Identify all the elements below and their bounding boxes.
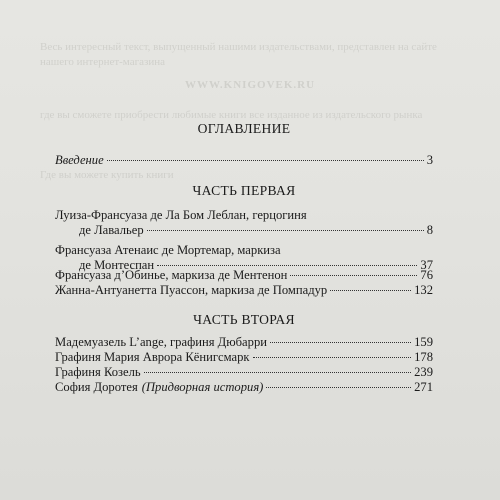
toc-page-number: 3 [426,153,433,167]
toc-entry[interactable] [55,335,433,350]
toc-entry-label-cont: де Монтеспан [79,258,155,272]
toc-page-number: 271 [414,380,433,394]
leader-dots [147,230,424,231]
toc-entry-label: София Доротея [55,380,138,394]
bleed-through-text: Весь интересный текст, выпущенный нашими издательствами, представлен на сайте нашего интернет-магазина [40,41,437,68]
toc-entry[interactable] [55,283,433,298]
leader-dots [107,160,424,161]
bleed-through-url: WWW.KNIGOVEK.RU [184,79,316,91]
toc-page-number: 132 [414,283,433,297]
toc-entry-label: Жанна-Антуанетта Пуассон, маркиза де Помпадур [55,283,328,297]
toc-entry-label: Луиза-Франсуаза де Ла Бом Леблан, герцогиня [55,208,307,222]
toc-entry-intro[interactable] [55,153,433,168]
toc-entry-subtitle: (Придворная история) [141,380,264,394]
toc-entry[interactable] [55,268,433,283]
part-one-heading: ЧАСТЬ ПЕРВАЯ [192,183,296,198]
toc-page-number: 239 [414,365,433,379]
leader-dots [266,387,411,388]
toc-entry[interactable] [55,350,433,365]
leader-dots [157,265,417,266]
leader-dots [330,290,411,291]
toc-entry-label-cont: де Лавальер [79,223,144,237]
toc-entry-label: Мадемуазель L’ange, графиня Дюбарри [55,335,267,349]
bleed-through-text: где вы сможете приобрести любимые книги все изданное из издательского рынка [40,109,423,121]
leader-dots [253,357,412,358]
toc-entry[interactable] [55,380,433,395]
toc-page-number: 178 [414,350,433,364]
leader-dots [270,342,411,343]
part-two-heading: ЧАСТЬ ВТОРАЯ [193,312,295,327]
leader-dots [144,372,411,373]
toc-entry[interactable] [55,208,433,238]
toc-entry-label: Франсуаза д’Обинье, маркиза де Ментенон [55,268,288,282]
toc-page-number: 37 [420,258,433,272]
toc-entry-label: Графиня Мария Аврора Кёнигсмарк [55,350,250,364]
toc-entry[interactable] [55,365,433,380]
leader-dots [290,275,417,276]
toc-page-number: 76 [420,268,433,282]
toc-page-number: 159 [414,335,433,349]
toc-entry-label: Франсуаза Атенаис де Мортемар, маркиза [55,243,281,257]
bleed-through-text: Где вы можете купить книги [40,169,174,181]
toc-entry-label: Графиня Козель [55,365,141,379]
toc-entry-label: Введение [55,153,104,167]
toc-page-number: 8 [426,223,433,237]
toc-title: ОГЛАВЛЕНИЕ [197,121,291,136]
